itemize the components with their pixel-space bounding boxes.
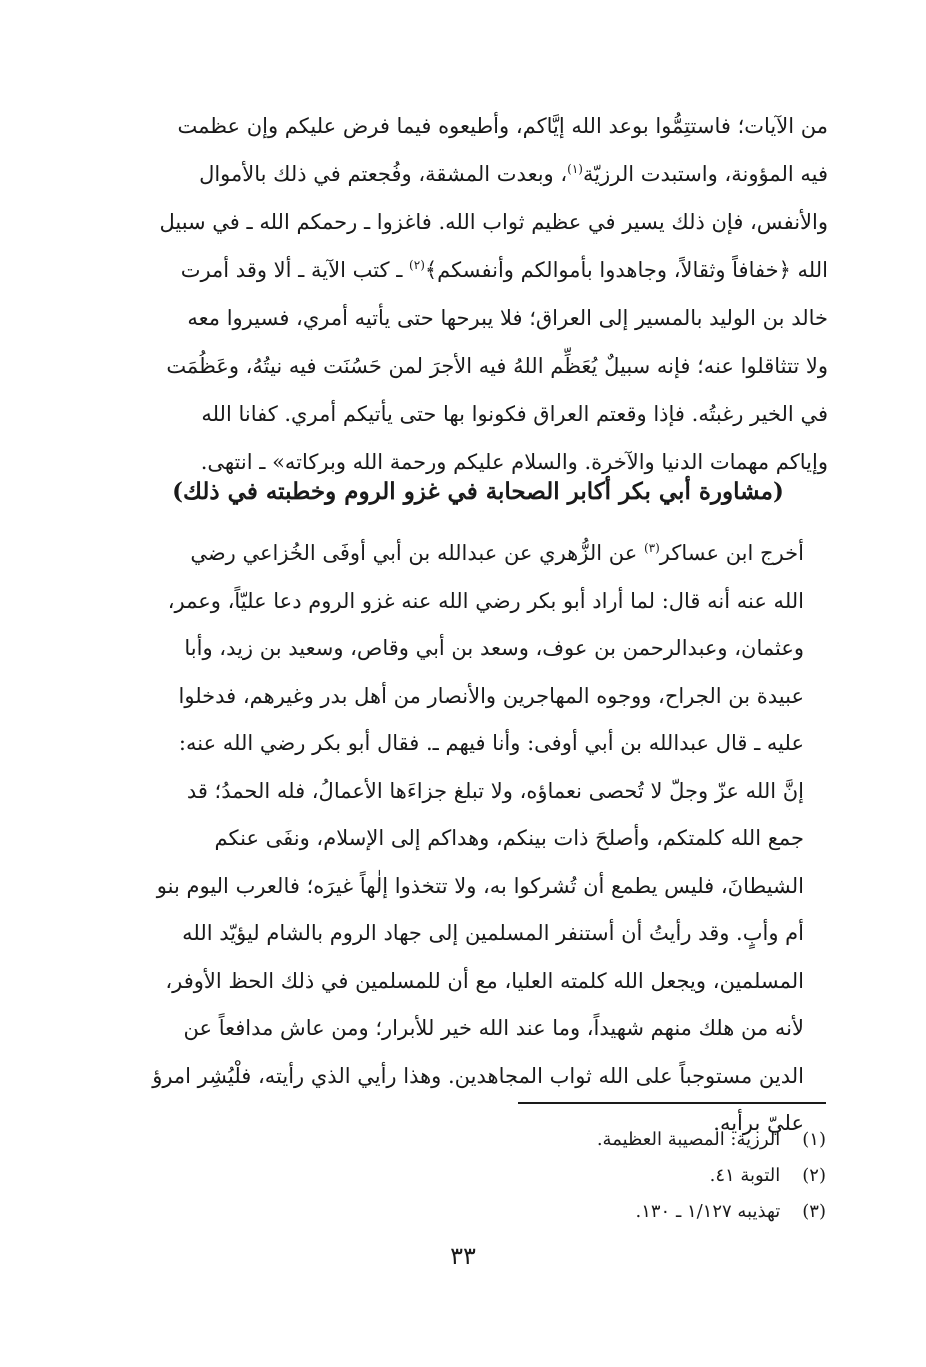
footnote-ref-2: (٢) [409, 258, 425, 272]
footnote-number: (٢) [802, 1165, 826, 1186]
footnotes [326, 1122, 826, 1230]
text-line: عليه ـ قال عبدالله بن أبي أوفى: وأنا فيهم ـ. فقال أبو بكر رضي الله عنه: [178, 731, 804, 755]
text-line: أخرج ابن عساكر$^{(٣)}$ عن الزُّهري عن عبدالله بن أبي أوفَى الخُزاعي رضي [190, 541, 804, 565]
text-line: الدين مستوجباً على الله ثواب المجاهدين. وهذا رأيي الذي رأيته، فلْيُشِر امرؤ [152, 1063, 804, 1088]
text-line: وإياكم مهمات الدنيا والآخرة. والسلام عليكم ورحمة الله وبركاته» ـ انتهى. [200, 450, 828, 474]
text-line: الشيطانَ، فليس يطمع أن تُشركوا به، ولا تتخذوا إلٰهاً غيرَه؛ فالعرب اليوم بنو [156, 873, 804, 898]
text-line: في الخير رغبتُه. فإذا وقعتم العراق فكونوا بها حتى يأتيكم أمري. كفانا الله [201, 402, 828, 426]
footnote-number: (٣) [802, 1201, 826, 1222]
paragraph-abu-bakr-speech [128, 530, 828, 1148]
text-line: المسلمين، ويجعل الله كلمته العليا، مع أن للمسلمين في ذلك الحظ الأوفر، [165, 968, 804, 993]
footnote-text: تهذيبه ١/١٢٧ ـ ١٣٠. [635, 1201, 781, 1222]
footnote-1 [326, 1122, 826, 1158]
text-line: وعثمان، وعبدالرحمن بن عوف، وسعد بن أبي وقاص، وسعيد بن زيد، وأبا [184, 636, 804, 660]
text-line: عبيدة بن الجراح، ووجوه المهاجرين والأنصار من أهل بدر وغيرهم، فدخلوا [178, 683, 804, 708]
text-line: أم وأبٍ. وقد رأيتُ أن أستنفر المسلمين إلى جهاد الروم بالشام ليؤيّد الله [182, 921, 804, 945]
footnote-text: الرزية: المصيبة العظيمة. [596, 1129, 781, 1150]
text-line: فيه المؤونة، واستبدت الرزيّة$^{(١)}$، وبعدت المشقة، وفُجعتم في ذلك بالأموال [199, 162, 828, 186]
footnote-2 [326, 1158, 826, 1194]
text-line: ولا تتثاقلوا عنه؛ فإنه سبيلٌ يُعَظِّم اللهُ فيه الأجرَ لمن حَسُنَت فيه نيتُهُ، وعَظُمَت [166, 354, 828, 378]
footnote-3 [326, 1194, 826, 1230]
text-line: لأنه من هلك منهم شهيداً، وما عند الله خير للأبرار؛ ومن عاش مدافعاً عن [183, 1016, 804, 1040]
text-line: جمع الله كلمتكم، وأصلحَ ذات بينكم، وهداكم إلى الإسلام، ونفَى عنكم [214, 826, 804, 850]
section-heading: (مشاورة أبي بكر أكابر الصحابة في غزو الروم وخطبته في ذلك) [172, 478, 784, 505]
text-line: خالد بن الوليد بالمسير إلى العراق؛ فلا يبرحها حتى يأتيه أمري، فسيروا معه [187, 306, 828, 330]
text-line: الله عنه أنه قال: لما أراد أبو بكر رضي الله عنه غزو الروم دعا عليّاً، وعمر، [167, 588, 804, 613]
text-line: الله ﴿خفافاً وثقالاً، وجاهدوا بأموالكم وأنفسكم﴾$^{(٢)}$ ـ كتب الآية ـ ألا وقد أمرت [180, 258, 828, 282]
text-line: والأنفس، فإن ذلك يسير في عظيم ثواب الله. فاغزوا ـ رحمكم الله ـ في سبيل [159, 210, 828, 234]
footnote-text: التوبة ٤١. [709, 1165, 781, 1186]
footnote-number: (١) [802, 1129, 826, 1150]
text-line: إنَّ الله عزّ وجلّ لا تُحصى نعماؤه، ولا تبلغ جزاءَها الأعمالُ، فله الحمدُ؛ قد [186, 778, 804, 803]
paragraph-letter-end [128, 102, 828, 486]
footnote-divider [518, 1102, 826, 1104]
text-line: من الآيات؛ فاستتِمُّوا بوعد الله إيَّاكم، وأطيعوه فيما فرض عليكم وإن عظمت [177, 114, 828, 138]
text-line: عليّ برأيه. [713, 1111, 804, 1135]
footnote-ref-1: (١) [567, 162, 583, 176]
footnote-ref-3: (٣) [643, 541, 660, 555]
page-number: ٣٣ [450, 1242, 476, 1270]
